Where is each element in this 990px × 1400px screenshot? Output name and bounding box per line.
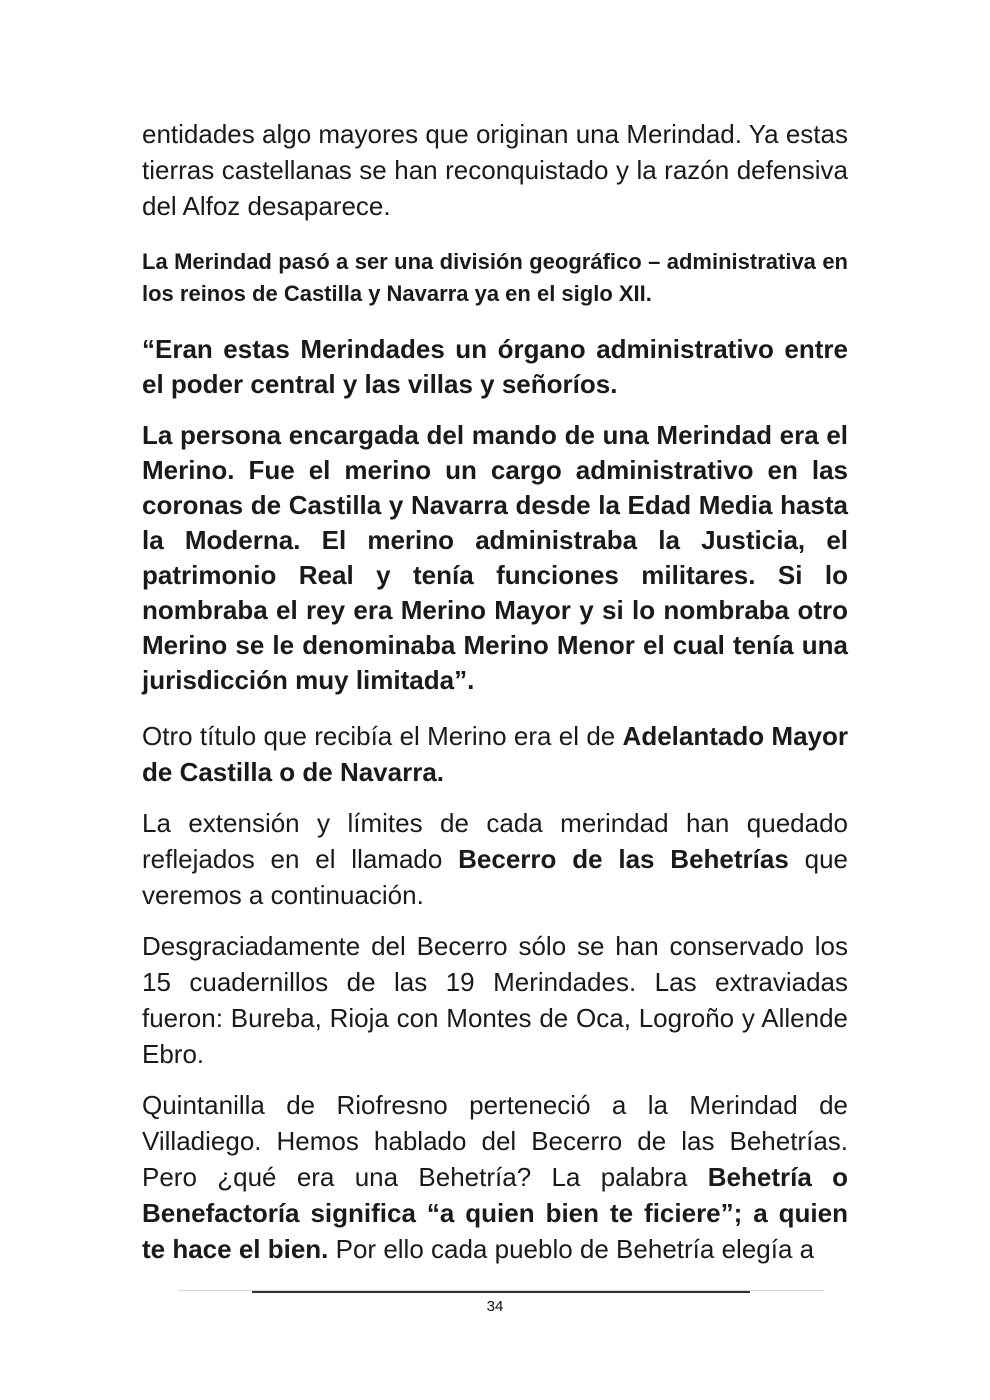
paragraph-extension-text-2: que veremos a continuación. bbox=[142, 844, 848, 910]
paragraph-becerro: Desgraciadamente del Becerro sólo se han conservado los 15 cuadernillos de las 19 Merindades. Las extraviadas fueron: Bureba, Rioja con Montes de Oca, Logroño y Allende Ebro. bbox=[142, 931, 848, 1069]
paragraph-extension bbox=[142, 805, 848, 913]
paragraph-behetria-bold: Behetría o Benefactoría significa “a quien bien te ficiere”; a quien te hace el bien. bbox=[142, 1162, 848, 1264]
paragraph-alfoz: entidades algo mayores que originan una Merindad. Ya estas tierras castellanas se han reconquistado y la razón defensiva del Alfoz desaparece. bbox=[142, 119, 848, 221]
page-number: 34 bbox=[486, 1298, 504, 1315]
paragraph-merino: La persona encargada del mando de una Merindad era el Merino. Fue el merino un cargo administrativo en las coronas de Castilla y Navarra desde la Edad Media hasta la Moderna. El merino administraba la Justicia, el patrimonio Real y tenía funciones militares. Si lo nombraba el rey era Merino Mayor y si lo nombraba otro Merino se le denominaba Merino Menor el cual tenía una jurisdicción muy limitada”. bbox=[142, 420, 848, 695]
paragraph-extension-bold: Becerro de las Behetrías bbox=[458, 844, 789, 874]
paragraph-merindad-division: La Merindad pasó a ser una división geográfico – administrativa en los reinos de Castilla y Navarra ya en el siglo XII. bbox=[142, 249, 848, 306]
paragraph-behetria-text-2: Por ello cada pueblo de Behetría elegía a bbox=[328, 1234, 815, 1264]
footer-rule bbox=[252, 1291, 750, 1293]
paragraph-adelantado-bold: Adelantado Mayor de Castilla o de Navarra. bbox=[142, 721, 848, 787]
document-page bbox=[142, 116, 848, 1282]
paragraph-adelantado-text: Otro título que recibía el Merino era el de bbox=[142, 721, 623, 751]
paragraph-adelantado bbox=[142, 718, 848, 790]
paragraph-extension-text-1: La extensión y límites de cada merindad han quedado reflejados en el llamado bbox=[142, 808, 848, 874]
paragraph-behetria bbox=[142, 1087, 848, 1267]
paragraph-behetria-text-1: Quintanilla de Riofresno perteneció a la Merindad de Villadiego. Hemos hablado del Becerro de las Behetrías. Pero ¿qué era una Behetría? La palabra bbox=[142, 1090, 848, 1192]
paragraph-quote-merindades: “Eran estas Merindades un órgano administrativo entre el poder central y las villas y señoríos. bbox=[142, 334, 848, 399]
